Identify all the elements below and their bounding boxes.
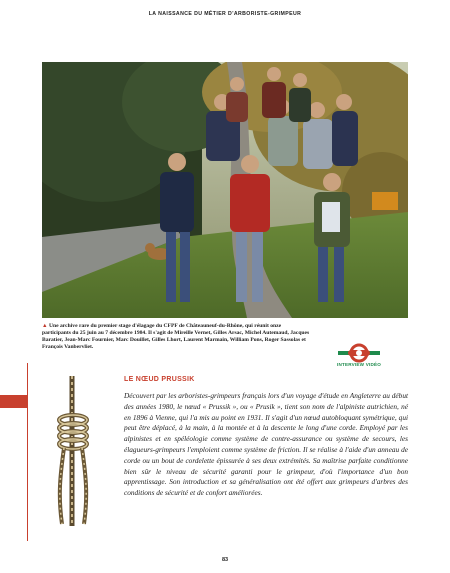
side-tab-marker bbox=[0, 395, 27, 408]
caption-text: Une archive rare du premier stage d'élagage du CFPF de Châteauneuf-du-Rhône, qui réunit onze participants du 25 juin au 7 décembre 1984. Il s'agit de Mireille Vernet, Gilles Arsac, Michel Autemaud, Jacques Baratier, Jean-Marc Fournier, Marc Douillet, Gilles Lhort, Laurent Marmain, William Pons, Roger Sassolas et François Vanbervliet. bbox=[42, 323, 310, 351]
side-rule bbox=[27, 363, 28, 541]
section-title: LE NŒUD PRUSSIK bbox=[124, 376, 195, 383]
running-head: LA NAISSANCE DU MÉTIER D'ARBORISTE-GRIMPEUR bbox=[148, 11, 302, 17]
section-body: Découvert par les arboristes-grimpeurs français lors d'un voyage d'étude en Angleterre au début des années 1980, le nœud « Prussik », ou « Prusik », tient son nom de l'alpiniste autrichien, né en 1896 à Vienne, qui l'a mis au point en 1931. Il s'agit d'un nœud autobloquant symétrique, qui peut être déplacé, à la main, à la montée et à la descente le long d'une corde. Employé par les alpinistes et en spéléologie comme système de contre-assurance ou système de secours, les élagueurs-grimpeurs l'emploient comme système de friction. Il se réalise à l'aide d'un anneau de corde ou un bout de cordelette épissurée à ses deux extrémités. Sa maîtrise parfaite conditionne bien sûr le niveau de sécurité garanti pour le grimpeur, d'où l'importance d'un bon apprentissage. Son introduction et sa généralisation ont été offert aux grimpeurs d'arbres des conditions de sécurité et de confort améliorées. bbox=[124, 391, 408, 498]
prussik-knot-illustration bbox=[46, 376, 101, 526]
archive-photo bbox=[42, 62, 408, 318]
caption-bullet: ▲ bbox=[42, 323, 48, 329]
video-interview-link[interactable]: INTERVIEW VIDÉO bbox=[336, 362, 381, 367]
page-number: 83 bbox=[221, 557, 229, 563]
photo-caption bbox=[42, 323, 310, 351]
